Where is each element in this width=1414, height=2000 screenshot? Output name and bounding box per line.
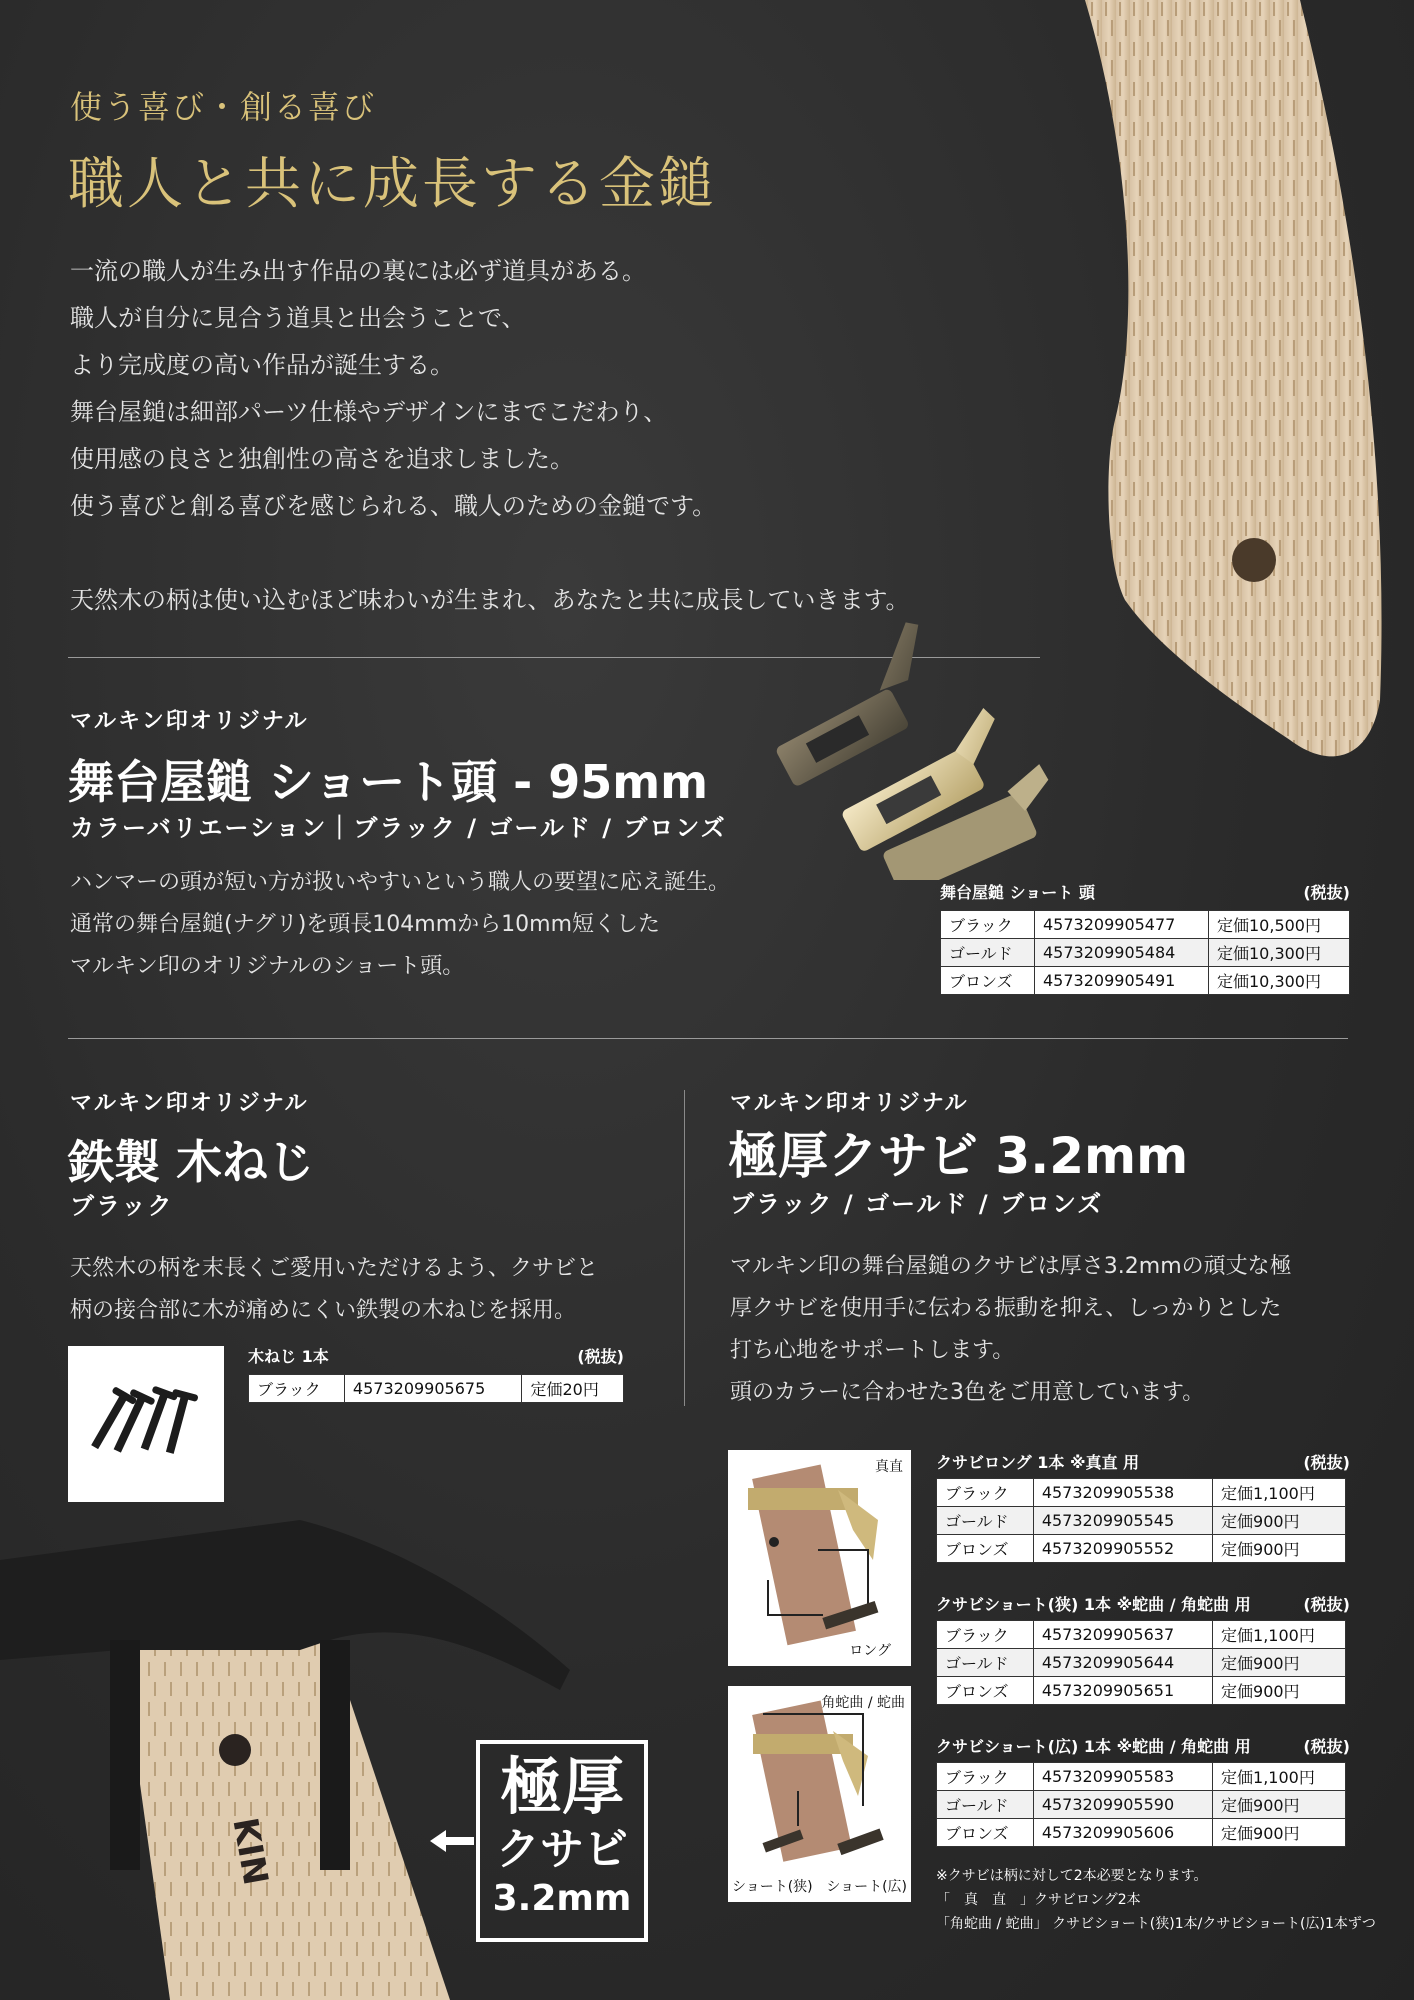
wedge-variations: ブラック / ゴールド / ブロンズ	[730, 1190, 1104, 1218]
stamp-line: 極厚	[499, 1750, 624, 1823]
note-line: 「 真 直 」クサビロング2本	[936, 1892, 1141, 1908]
wedge-description	[730, 1246, 1292, 1414]
wedge-short-wide-price-table	[936, 1762, 1346, 1847]
description-line: マルキン印の舞台屋鎚のクサビは厚さ3.2mmの頑丈な極	[730, 1254, 1292, 1279]
table-row: ブロンズ 4573209905552 定価900円	[937, 1535, 1346, 1563]
screw-table-header	[248, 1344, 624, 1367]
handle-hole	[1232, 538, 1276, 582]
wedge-long-photo	[728, 1450, 911, 1666]
table-row: ブロンズ 4573209905606 定価900円	[937, 1819, 1346, 1847]
intro-line: より完成度の高い作品が誕生する。	[70, 351, 454, 379]
description-line: 天然木の柄を末長くご愛用いただけるよう、クサビと	[70, 1256, 599, 1281]
intro-text	[70, 248, 910, 624]
table-row: ブラック 4573209905675 定価20円	[249, 1375, 624, 1403]
handle-mark: KIN	[224, 1814, 276, 1889]
wedge-title: 極厚クサビ 3.2mm	[728, 1127, 1189, 1185]
short-head-description	[70, 862, 730, 988]
wedge-kicker: マルキン印オリジナル	[730, 1091, 969, 1116]
tax-note: (税抜)	[577, 1347, 624, 1366]
wedge-long-price-table	[936, 1478, 1346, 1563]
photo-label: ロング	[849, 1643, 891, 1659]
short-head-kicker: マルキン印オリジナル	[70, 709, 309, 734]
photo-tag: 角蛇曲 / 蛇曲	[821, 1695, 905, 1711]
screw-title: 鉄製 木ねじ	[68, 1135, 315, 1189]
hammer-handle-image	[1060, 0, 1414, 780]
table-title: 舞台屋鎚 ショート 頭	[940, 883, 1095, 902]
note-line: ※クサビは柄に対して2本必要となります。	[936, 1868, 1208, 1884]
table-title: クサビショート(広) 1本 ※蛇曲 / 角蛇曲 用	[936, 1737, 1251, 1756]
table-row: ゴールド 4573209905644 定価900円	[937, 1649, 1346, 1677]
table-row: ブロンズ 4573209905491 定価10,300円	[941, 967, 1350, 995]
stamp-line: クサビ	[496, 1824, 628, 1875]
table-title: クサビショート(狭) 1本 ※蛇曲 / 角蛇曲 用	[936, 1595, 1251, 1614]
table-row: ブラック 4573209905477 定価10,500円	[941, 911, 1350, 939]
intro-line: 使う喜びと創る喜びを感じられる、職人のための金鎚です。	[70, 492, 717, 520]
tagline: 使う喜び・創る喜び	[70, 88, 377, 126]
screw-kicker: マルキン印オリジナル	[70, 1091, 309, 1116]
table-title: クサビロング 1本 ※真直 用	[936, 1453, 1140, 1472]
divider	[68, 1038, 1348, 1039]
tax-note: (税抜)	[1303, 1595, 1350, 1614]
stamp-line: 3.2mm	[492, 1878, 632, 1919]
table-title: 木ねじ 1本	[248, 1347, 329, 1366]
description-line: マルキン印のオリジナルのショート頭。	[70, 954, 465, 979]
wedge-short-narrow-price-table	[936, 1620, 1346, 1705]
description-line: 頭のカラーに合わせた3色をご用意しています。	[730, 1380, 1205, 1405]
wedge-short-photo	[728, 1686, 911, 1902]
table-row: ゴールド 4573209905590 定価900円	[937, 1791, 1346, 1819]
thick-wedge-stamp	[476, 1740, 648, 1942]
table-row: ゴールド 4573209905545 定価900円	[937, 1507, 1346, 1535]
description-line: 厚クサビを使用手に伝わる振動を抑え、しっかりとした	[730, 1296, 1282, 1321]
screw-photo	[68, 1346, 224, 1502]
wedge-table-header	[936, 1450, 1350, 1473]
vertical-divider	[684, 1090, 685, 1406]
intro-line: 使用感の良さと独創性の高さを追求しました。	[70, 445, 574, 473]
wedge-table-header	[936, 1734, 1350, 1757]
table-row: ブラック 4573209905637 定価1,100円	[937, 1621, 1346, 1649]
hammer-heads-image	[770, 620, 1070, 880]
short-head-variations: カラーバリエーション｜ブラック / ゴールド / ブロンズ	[70, 814, 727, 842]
description-line: 通常の舞台屋鎚(ナグリ)を頭長104mmから10mm短くした	[70, 912, 660, 937]
hero-title: 職人と共に成長する金鎚	[68, 152, 717, 217]
screw-price-table	[248, 1374, 624, 1403]
table-row: ゴールド 4573209905484 定価10,300円	[941, 939, 1350, 967]
tax-note: (税抜)	[1303, 883, 1350, 902]
screw-variations: ブラック	[70, 1192, 174, 1220]
intro-line: 舞台屋鎚は細部パーツ仕様やデザインにまでこだわり、	[70, 398, 668, 426]
short-head-title: 舞台屋鎚 ショート頭 - 95mm	[68, 755, 709, 809]
table-row: ブラック 4573209905583 定価1,100円	[937, 1763, 1346, 1791]
table-row: ブロンズ 4573209905651 定価900円	[937, 1677, 1346, 1705]
note-line: 「角蛇曲 / 蛇曲」 クサビショート(狭)1本/クサビショート(広)1本ずつ	[936, 1916, 1376, 1932]
intro-line: 職人が自分に見合う道具と出会うことで、	[70, 304, 526, 332]
wedge-notes	[936, 1864, 1376, 1936]
intro-line: 一流の職人が生み出す作品の裏には必ず道具がある。	[70, 257, 646, 285]
short-head-price-table	[940, 910, 1350, 995]
photo-label: ショート(狭)	[732, 1879, 813, 1895]
wedge-table-header	[936, 1592, 1350, 1615]
tax-note: (税抜)	[1303, 1737, 1350, 1756]
description-line: 打ち心地をサポートします。	[730, 1338, 1015, 1363]
short-head-table-header	[940, 880, 1350, 903]
intro-line: 天然木の柄は使い込むほど味わいが生まれ、あなたと共に成長していきます。	[70, 586, 910, 614]
tax-note: (税抜)	[1303, 1453, 1350, 1472]
arrow-left-icon	[428, 1826, 476, 1856]
table-row: ブラック 4573209905538 定価1,100円	[937, 1479, 1346, 1507]
photo-tag: 真直	[875, 1459, 903, 1475]
description-line: 柄の接合部に木が痛めにくい鉄製の木ねじを採用。	[70, 1298, 577, 1323]
photo-label: ショート(広)	[826, 1879, 907, 1895]
description-line: ハンマーの頭が短い方が扱いやすいという職人の要望に応え誕生。	[70, 870, 731, 895]
screw-description	[70, 1248, 598, 1332]
